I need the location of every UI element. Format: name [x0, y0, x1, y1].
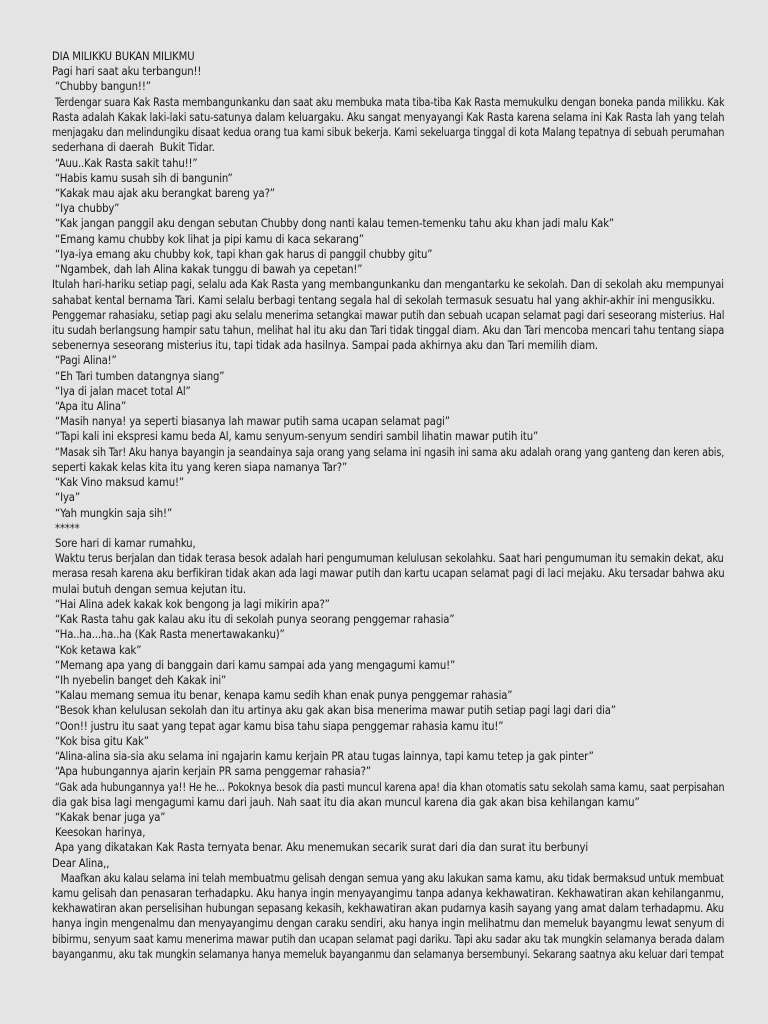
text-line: Rasta adalah Kakak laki-laki satu-satunya dalam keluargaku. Aku sangat menyayangi Kak Rasta karena selama ini Kak Rasta lah yang telah [52, 110, 725, 124]
text-line: “Kakak mau ajak aku berangkat bareng ya?” [52, 186, 275, 200]
text-line: sederhana di daerah Bukit Tidar. [52, 141, 215, 155]
text-line: “Memang apa yang di banggain dari kamu sampai ada yang mengagumi kamu!” [52, 658, 456, 672]
text-line: hanya ingin mengenalmu dan menyayangimu dengan caraku sendiri, aku hanya ingin melihatmu dan memeluk bayangmu lewat senyum di [52, 917, 725, 931]
text-line: bibirmu, senyum saat kamu menerima mawar putih dan ucapan selamat pagi dariku. Tapi aku sadar aku tak mungkin selamanya berada dalam [52, 932, 725, 946]
text-line: Maafkan aku kalau selama ini telah membuatmu gelisah dengan semua yang aku lakukan sama kamu, aku tidak bermaksud untuk membuat [52, 871, 724, 885]
text-line: seperti kakak kelas kita itu yang keren siapa namanya Tar?” [52, 460, 348, 474]
text-line: “Ih nyebelin banget deh Kakak ini” [52, 673, 227, 687]
text-line: “Chubby bangun!!” [52, 80, 151, 94]
text-line: Penggemar rahasiaku, setiap pagi aku selalu menerima setangkai mawar putih dan sebuah ucapan selamat pagi dari seseorang misterius. Hal [52, 308, 725, 322]
text-line: sebenernya seseorang misterius itu, tapi tidak ada hasilnya. Sampai pada akhirnya aku dan Tari memilih diam. [52, 339, 598, 353]
text-line: “Apa itu Alina” [52, 400, 127, 414]
text-line: “Kok bisa gitu Kak” [52, 734, 149, 748]
text-line: “Emang kamu chubby kok lihat ja pipi kamu di kaca sekarang” [52, 232, 364, 246]
document-text [52, 49, 726, 962]
text-line: “Oon!! justru itu saat yang tepat agar kamu bisa tahu siapa penggemar rahasia kamu itu!” [52, 719, 504, 733]
text-line: “Iya-iya emang aku chubby kok, tapi khan gak harus di panggil chubby gitu” [52, 247, 433, 261]
text-line: “Gak ada hubungannya ya!! He he... Pokoknya besok dia pasti muncul karena apa! dia khan otomatis satu sekolah sama kamu, saat perpisahan [52, 780, 725, 794]
text-line: Terdengar suara Kak Rasta membangunkanku dan saat aku membuka mata tiba-tiba Kak Rasta memukulku dengan boneka panda milikku. Kak [52, 95, 725, 109]
text-line: “Auu..Kak Rasta sakit tahu!!” [52, 156, 198, 170]
text-line: “Eh Tari tumben datangnya siang” [52, 369, 225, 383]
text-line: kamu gelisah dan penasaran terhadapku. Aku hanya ingin menyayangimu tanpa adanya kekhawatiran. Kekhawatiran akan kehilanganmu, [52, 887, 724, 901]
text-line: Apa yang dikatakan Kak Rasta ternyata benar. Aku menemukan secarik surat dari dia dan surat itu berbunyi [52, 841, 589, 855]
document-title: DIA MILIKKU BUKAN MILIKMU [52, 50, 195, 63]
text-line: Sore hari di kamar rumahku, [52, 537, 196, 550]
text-line: dia gak bisa lagi mengagumi kamu dari jauh. Nah saat itu dia akan muncul karena dia gak akan bisa kehilangan kamu” [52, 795, 640, 809]
text-line: “Tapi kali ini ekspresi kamu beda Al, kamu senyum-senyum sendiri sambil lihatin mawar putih itu” [52, 430, 539, 444]
text-line: Keesokan harinya, [52, 826, 146, 840]
text-line: kekhawatiran akan perselisihan hubungan sepasang kekasih, kekhawatiran akan pudarnya kasih sayang yang amat dalam terhadapmu. Aku [52, 902, 724, 916]
text-line: “Iya chubby” [52, 202, 120, 216]
text-line: “Kak jangan panggil aku dengan sebutan Chubby dong nanti kalau temen-temenku tahu aku khan jadi malu Kak” [52, 217, 614, 231]
text-line: “Besok khan kelulusan sekolah dan itu artinya aku gak akan bisa menerima mawar putih setiap pagi lagi dari dia” [52, 704, 616, 718]
text-line: “Ngambek, dah lah Alina kakak tunggu di bawah ya cepetan!” [52, 263, 363, 277]
text-line: “Kakak benar juga ya” [52, 810, 166, 824]
text-line: sahabat kental bernama Tari. Kami selalu berbagi tentang segala hal di sekolah termasuk sesuatu hal yang akhir-akhir ini mengusikku. [52, 293, 715, 307]
text-line: Dear Alina,, [52, 856, 110, 870]
text-line: “Kak Vino maksud kamu!” [52, 476, 185, 490]
text-line: ***** [52, 521, 80, 535]
text-line: Waktu terus berjalan dan tidak terasa besok adalah hari pengumuman kelulusan sekolahku. Saat hari pengumuman itu semakin dekat, aku [52, 552, 724, 566]
text-line: “Iya” [52, 491, 80, 505]
text-line: “Masak sih Tar! Aku hanya bayangin ja seandainya saja orang yang selama ini ngasih ini sama aku adalah orang yang ganteng dan keren abis, [52, 445, 725, 459]
text-line: “Iya di jalan macet total Al” [52, 384, 191, 398]
text-line: “Alina-alina sia-sia aku selama ini ngajarin kamu kerjain PR atau tugas lainnya, tapi kamu tetep ja gak pinter” [52, 750, 594, 764]
text-line: “Masih nanya! ya seperti biasanya lah mawar putih sama ucapan selamat pagi” [52, 415, 450, 429]
text-line: mulai butuh dengan semua kejutan itu. [52, 582, 246, 596]
text-line: itu sudah berlangsung hampir satu tahun, melihat hal itu aku dan Tari tidak tinggal diam. Aku dan Tari mencoba mencari tahu tentang siapa [52, 323, 725, 337]
text-line: “Apa hubungannya ajarin kerjain PR sama penggemar rahasia?” [52, 765, 371, 779]
document-page [44, 0, 726, 1024]
text-line: Itulah hari-hariku setiap pagi, selalu ada Kak Rasta yang membangunkanku dan mengantarku ke sekolah. Dan di sekolah aku mempunyai [52, 278, 724, 292]
text-line: “Kak Rasta tahu gak kalau aku itu di sekolah punya seorang penggemar rahasia” [52, 613, 455, 627]
text-line: “Ha..ha...ha..ha (Kak Rasta menertawakanku)” [52, 628, 285, 642]
text-line: merasa resah karena aku berfikiran tidak akan ada lagi mawar putih dan kartu ucapan selamat pagi di laci mejaku. Aku tersadar bahwa aku [52, 567, 725, 581]
text-line: bayanganmu, aku tak mungkin selamanya hanya memeluk bayanganmu dan selamanya bersembunyi. Sekarang saatnya aku keluar dari tempat [52, 947, 724, 961]
text-line: “Yah mungkin saja sih!” [52, 506, 173, 520]
text-line: “Habis kamu susah sih di bangunin” [52, 171, 233, 185]
text-line: Pagi hari saat aku terbangun!! [52, 65, 202, 79]
text-line: “Kok ketawa kak” [52, 643, 142, 657]
text-line: “Pagi Alina!” [52, 354, 117, 368]
text-line: “Hai Alina adek kakak kok bengong ja lagi mikirin apa?” [52, 597, 330, 611]
text-line: menjagaku dan melindungiku disaat kedua orang tua kami sibuk bekerja. Kami sekeluarga tinggal di kota Malang tepatnya di sebuah perumahan [52, 126, 725, 140]
text-line: “Kalau memang semua itu benar, kenapa kamu sedih khan enak punya penggemar rahasia” [52, 689, 513, 703]
